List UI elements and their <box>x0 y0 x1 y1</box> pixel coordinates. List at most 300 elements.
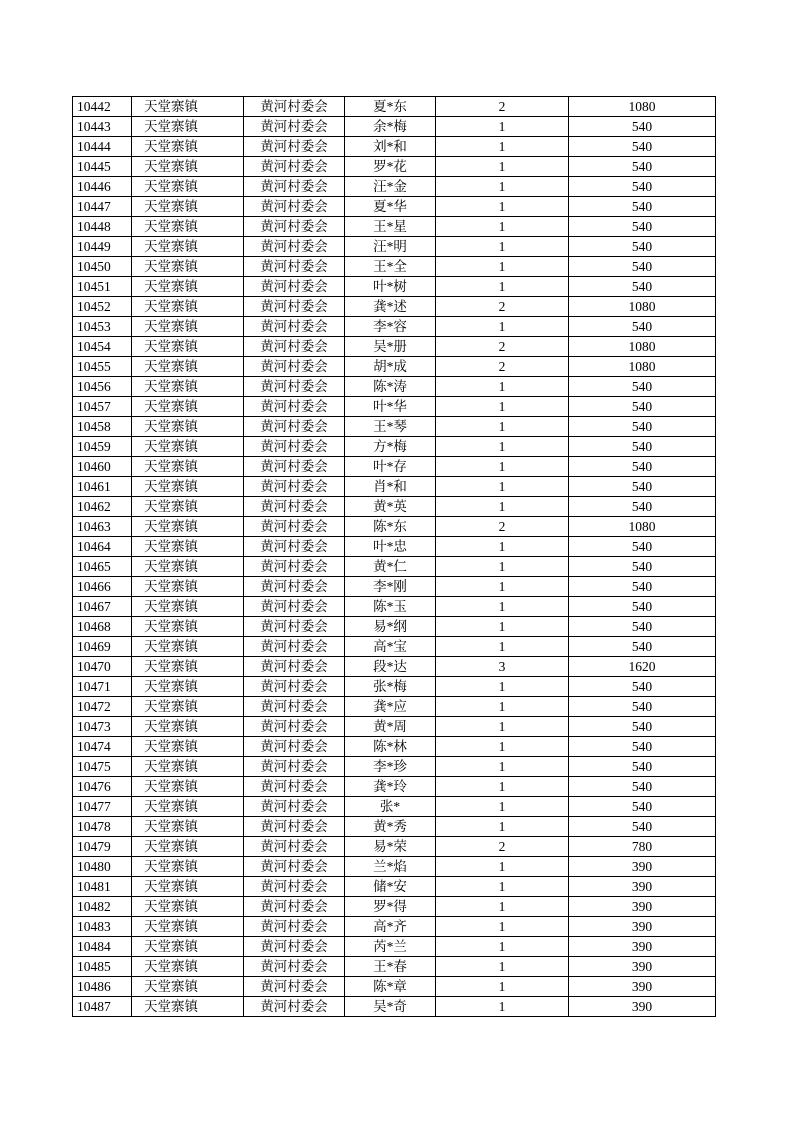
row-number-cell: 10479 <box>73 837 132 857</box>
amount-cell: 540 <box>569 777 716 797</box>
amount-cell: 540 <box>569 417 716 437</box>
table-row <box>73 217 716 237</box>
amount-cell: 390 <box>569 877 716 897</box>
town-cell: 天堂寨镇 <box>132 497 244 517</box>
table-body <box>73 97 716 1017</box>
table-row <box>73 257 716 277</box>
table-row <box>73 857 716 877</box>
row-number-cell: 10471 <box>73 677 132 697</box>
person-name-cell: 芮*兰 <box>345 937 436 957</box>
person-name-cell: 叶*忠 <box>345 537 436 557</box>
person-name-cell: 陈*玉 <box>345 597 436 617</box>
town-cell: 天堂寨镇 <box>132 357 244 377</box>
household-count-cell: 1 <box>436 437 569 457</box>
person-name-cell: 余*梅 <box>345 117 436 137</box>
town-cell: 天堂寨镇 <box>132 97 244 117</box>
household-count-cell: 1 <box>436 677 569 697</box>
row-number-cell: 10472 <box>73 697 132 717</box>
person-name-cell: 吴*奇 <box>345 997 436 1017</box>
village-committee-cell: 黄河村委会 <box>244 997 345 1017</box>
town-cell: 天堂寨镇 <box>132 677 244 697</box>
table-row <box>73 177 716 197</box>
table-row <box>73 477 716 497</box>
row-number-cell: 10478 <box>73 817 132 837</box>
table-row <box>73 577 716 597</box>
table-row <box>73 697 716 717</box>
row-number-cell: 10460 <box>73 457 132 477</box>
household-count-cell: 1 <box>436 557 569 577</box>
town-cell: 天堂寨镇 <box>132 377 244 397</box>
amount-cell: 540 <box>569 117 716 137</box>
household-count-cell: 1 <box>436 257 569 277</box>
table-row <box>73 937 716 957</box>
town-cell: 天堂寨镇 <box>132 417 244 437</box>
household-count-cell: 1 <box>436 577 569 597</box>
household-count-cell: 1 <box>436 417 569 437</box>
table-row <box>73 757 716 777</box>
person-name-cell: 王*春 <box>345 957 436 977</box>
household-count-cell: 1 <box>436 897 569 917</box>
person-name-cell: 王*琴 <box>345 417 436 437</box>
person-name-cell: 陈*林 <box>345 737 436 757</box>
town-cell: 天堂寨镇 <box>132 517 244 537</box>
village-committee-cell: 黄河村委会 <box>244 817 345 837</box>
village-committee-cell: 黄河村委会 <box>244 797 345 817</box>
town-cell: 天堂寨镇 <box>132 597 244 617</box>
row-number-cell: 10473 <box>73 717 132 737</box>
village-committee-cell: 黄河村委会 <box>244 397 345 417</box>
amount-cell: 780 <box>569 837 716 857</box>
row-number-cell: 10443 <box>73 117 132 137</box>
table-row <box>73 97 716 117</box>
row-number-cell: 10465 <box>73 557 132 577</box>
person-name-cell: 叶*华 <box>345 397 436 417</box>
household-count-cell: 1 <box>436 937 569 957</box>
amount-cell: 390 <box>569 997 716 1017</box>
village-committee-cell: 黄河村委会 <box>244 97 345 117</box>
household-count-cell: 1 <box>436 237 569 257</box>
row-number-cell: 10450 <box>73 257 132 277</box>
row-number-cell: 10470 <box>73 657 132 677</box>
table-row <box>73 457 716 477</box>
row-number-cell: 10476 <box>73 777 132 797</box>
row-number-cell: 10466 <box>73 577 132 597</box>
row-number-cell: 10463 <box>73 517 132 537</box>
household-count-cell: 1 <box>436 217 569 237</box>
household-count-cell: 2 <box>436 357 569 377</box>
person-name-cell: 陈*涛 <box>345 377 436 397</box>
amount-cell: 540 <box>569 277 716 297</box>
village-committee-cell: 黄河村委会 <box>244 417 345 437</box>
table-row <box>73 597 716 617</box>
person-name-cell: 夏*东 <box>345 97 436 117</box>
town-cell: 天堂寨镇 <box>132 617 244 637</box>
household-count-cell: 1 <box>436 157 569 177</box>
table-row <box>73 157 716 177</box>
household-count-cell: 1 <box>436 277 569 297</box>
person-name-cell: 段*达 <box>345 657 436 677</box>
table-row <box>73 117 716 137</box>
town-cell: 天堂寨镇 <box>132 777 244 797</box>
household-count-cell: 1 <box>436 617 569 637</box>
village-committee-cell: 黄河村委会 <box>244 377 345 397</box>
row-number-cell: 10452 <box>73 297 132 317</box>
person-name-cell: 吴*册 <box>345 337 436 357</box>
table-row <box>73 797 716 817</box>
person-name-cell: 高*齐 <box>345 917 436 937</box>
amount-cell: 540 <box>569 557 716 577</box>
person-name-cell: 陈*章 <box>345 977 436 997</box>
village-committee-cell: 黄河村委会 <box>244 437 345 457</box>
town-cell: 天堂寨镇 <box>132 257 244 277</box>
town-cell: 天堂寨镇 <box>132 857 244 877</box>
village-committee-cell: 黄河村委会 <box>244 337 345 357</box>
town-cell: 天堂寨镇 <box>132 697 244 717</box>
row-number-cell: 10457 <box>73 397 132 417</box>
household-count-cell: 2 <box>436 97 569 117</box>
amount-cell: 540 <box>569 157 716 177</box>
amount-cell: 540 <box>569 757 716 777</box>
person-name-cell: 王*全 <box>345 257 436 277</box>
village-committee-cell: 黄河村委会 <box>244 157 345 177</box>
person-name-cell: 汪*明 <box>345 237 436 257</box>
table-row <box>73 837 716 857</box>
amount-cell: 390 <box>569 977 716 997</box>
row-number-cell: 10453 <box>73 317 132 337</box>
amount-cell: 540 <box>569 737 716 757</box>
village-committee-cell: 黄河村委会 <box>244 317 345 337</box>
household-count-cell: 1 <box>436 197 569 217</box>
row-number-cell: 10445 <box>73 157 132 177</box>
village-committee-cell: 黄河村委会 <box>244 457 345 477</box>
table-row <box>73 197 716 217</box>
subsidy-list-table-container <box>72 96 715 1017</box>
person-name-cell: 王*星 <box>345 217 436 237</box>
row-number-cell: 10461 <box>73 477 132 497</box>
town-cell: 天堂寨镇 <box>132 637 244 657</box>
person-name-cell: 高*宝 <box>345 637 436 657</box>
table-row <box>73 717 716 737</box>
amount-cell: 390 <box>569 937 716 957</box>
household-count-cell: 2 <box>436 297 569 317</box>
village-committee-cell: 黄河村委会 <box>244 277 345 297</box>
town-cell: 天堂寨镇 <box>132 577 244 597</box>
amount-cell: 540 <box>569 477 716 497</box>
table-row <box>73 397 716 417</box>
amount-cell: 540 <box>569 637 716 657</box>
village-committee-cell: 黄河村委会 <box>244 637 345 657</box>
town-cell: 天堂寨镇 <box>132 277 244 297</box>
town-cell: 天堂寨镇 <box>132 217 244 237</box>
table-row <box>73 137 716 157</box>
town-cell: 天堂寨镇 <box>132 917 244 937</box>
amount-cell: 540 <box>569 437 716 457</box>
table-row <box>73 997 716 1017</box>
person-name-cell: 李*刚 <box>345 577 436 597</box>
household-count-cell: 3 <box>436 657 569 677</box>
household-count-cell: 1 <box>436 457 569 477</box>
table-row <box>73 337 716 357</box>
person-name-cell: 罗*花 <box>345 157 436 177</box>
household-count-cell: 1 <box>436 397 569 417</box>
household-count-cell: 1 <box>436 737 569 757</box>
town-cell: 天堂寨镇 <box>132 657 244 677</box>
table-row <box>73 957 716 977</box>
amount-cell: 540 <box>569 717 716 737</box>
table-row <box>73 637 716 657</box>
village-committee-cell: 黄河村委会 <box>244 297 345 317</box>
person-name-cell: 易*纲 <box>345 617 436 637</box>
amount-cell: 540 <box>569 817 716 837</box>
row-number-cell: 10480 <box>73 857 132 877</box>
village-committee-cell: 黄河村委会 <box>244 737 345 757</box>
town-cell: 天堂寨镇 <box>132 837 244 857</box>
person-name-cell: 李*珍 <box>345 757 436 777</box>
town-cell: 天堂寨镇 <box>132 397 244 417</box>
amount-cell: 540 <box>569 797 716 817</box>
table-row <box>73 977 716 997</box>
household-count-cell: 1 <box>436 317 569 337</box>
table-row <box>73 777 716 797</box>
village-committee-cell: 黄河村委会 <box>244 237 345 257</box>
row-number-cell: 10469 <box>73 637 132 657</box>
person-name-cell: 陈*东 <box>345 517 436 537</box>
village-committee-cell: 黄河村委会 <box>244 697 345 717</box>
amount-cell: 540 <box>569 317 716 337</box>
table-row <box>73 517 716 537</box>
table-row <box>73 877 716 897</box>
person-name-cell: 方*梅 <box>345 437 436 457</box>
household-count-cell: 2 <box>436 837 569 857</box>
amount-cell: 540 <box>569 377 716 397</box>
village-committee-cell: 黄河村委会 <box>244 557 345 577</box>
village-committee-cell: 黄河村委会 <box>244 117 345 137</box>
table-row <box>73 737 716 757</box>
table-row <box>73 417 716 437</box>
household-count-cell: 1 <box>436 597 569 617</box>
row-number-cell: 10484 <box>73 937 132 957</box>
town-cell: 天堂寨镇 <box>132 117 244 137</box>
subsidy-list-table <box>72 96 716 1017</box>
town-cell: 天堂寨镇 <box>132 797 244 817</box>
person-name-cell: 叶*存 <box>345 457 436 477</box>
village-committee-cell: 黄河村委会 <box>244 937 345 957</box>
amount-cell: 540 <box>569 397 716 417</box>
village-committee-cell: 黄河村委会 <box>244 217 345 237</box>
household-count-cell: 1 <box>436 877 569 897</box>
table-row <box>73 817 716 837</box>
household-count-cell: 1 <box>436 957 569 977</box>
village-committee-cell: 黄河村委会 <box>244 877 345 897</box>
town-cell: 天堂寨镇 <box>132 957 244 977</box>
village-committee-cell: 黄河村委会 <box>244 757 345 777</box>
person-name-cell: 黄*周 <box>345 717 436 737</box>
town-cell: 天堂寨镇 <box>132 437 244 457</box>
person-name-cell: 夏*华 <box>345 197 436 217</box>
amount-cell: 390 <box>569 857 716 877</box>
village-committee-cell: 黄河村委会 <box>244 257 345 277</box>
amount-cell: 540 <box>569 197 716 217</box>
village-committee-cell: 黄河村委会 <box>244 957 345 977</box>
village-committee-cell: 黄河村委会 <box>244 897 345 917</box>
amount-cell: 390 <box>569 957 716 977</box>
row-number-cell: 10448 <box>73 217 132 237</box>
table-row <box>73 437 716 457</box>
town-cell: 天堂寨镇 <box>132 337 244 357</box>
amount-cell: 540 <box>569 537 716 557</box>
household-count-cell: 1 <box>436 797 569 817</box>
village-committee-cell: 黄河村委会 <box>244 137 345 157</box>
table-row <box>73 317 716 337</box>
row-number-cell: 10455 <box>73 357 132 377</box>
table-row <box>73 377 716 397</box>
town-cell: 天堂寨镇 <box>132 457 244 477</box>
amount-cell: 540 <box>569 597 716 617</box>
village-committee-cell: 黄河村委会 <box>244 577 345 597</box>
town-cell: 天堂寨镇 <box>132 977 244 997</box>
town-cell: 天堂寨镇 <box>132 197 244 217</box>
village-committee-cell: 黄河村委会 <box>244 917 345 937</box>
amount-cell: 1620 <box>569 657 716 677</box>
person-name-cell: 李*容 <box>345 317 436 337</box>
village-committee-cell: 黄河村委会 <box>244 477 345 497</box>
row-number-cell: 10468 <box>73 617 132 637</box>
table-row <box>73 237 716 257</box>
village-committee-cell: 黄河村委会 <box>244 617 345 637</box>
person-name-cell: 易*荣 <box>345 837 436 857</box>
person-name-cell: 张*梅 <box>345 677 436 697</box>
amount-cell: 540 <box>569 237 716 257</box>
table-row <box>73 297 716 317</box>
amount-cell: 540 <box>569 697 716 717</box>
row-number-cell: 10477 <box>73 797 132 817</box>
person-name-cell: 汪*金 <box>345 177 436 197</box>
household-count-cell: 1 <box>436 717 569 737</box>
person-name-cell: 叶*树 <box>345 277 436 297</box>
row-number-cell: 10442 <box>73 97 132 117</box>
household-count-cell: 1 <box>436 977 569 997</box>
household-count-cell: 1 <box>436 497 569 517</box>
village-committee-cell: 黄河村委会 <box>244 497 345 517</box>
town-cell: 天堂寨镇 <box>132 557 244 577</box>
town-cell: 天堂寨镇 <box>132 717 244 737</box>
town-cell: 天堂寨镇 <box>132 997 244 1017</box>
village-committee-cell: 黄河村委会 <box>244 837 345 857</box>
row-number-cell: 10454 <box>73 337 132 357</box>
amount-cell: 540 <box>569 257 716 277</box>
household-count-cell: 1 <box>436 377 569 397</box>
row-number-cell: 10456 <box>73 377 132 397</box>
table-row <box>73 497 716 517</box>
town-cell: 天堂寨镇 <box>132 177 244 197</box>
town-cell: 天堂寨镇 <box>132 157 244 177</box>
amount-cell: 540 <box>569 497 716 517</box>
amount-cell: 1080 <box>569 517 716 537</box>
row-number-cell: 10486 <box>73 977 132 997</box>
row-number-cell: 10446 <box>73 177 132 197</box>
amount-cell: 540 <box>569 137 716 157</box>
amount-cell: 390 <box>569 917 716 937</box>
person-name-cell: 龚*玲 <box>345 777 436 797</box>
row-number-cell: 10467 <box>73 597 132 617</box>
row-number-cell: 10474 <box>73 737 132 757</box>
amount-cell: 540 <box>569 217 716 237</box>
village-committee-cell: 黄河村委会 <box>244 977 345 997</box>
town-cell: 天堂寨镇 <box>132 537 244 557</box>
row-number-cell: 10475 <box>73 757 132 777</box>
row-number-cell: 10487 <box>73 997 132 1017</box>
table-row <box>73 917 716 937</box>
village-committee-cell: 黄河村委会 <box>244 177 345 197</box>
table-row <box>73 657 716 677</box>
village-committee-cell: 黄河村委会 <box>244 657 345 677</box>
village-committee-cell: 黄河村委会 <box>244 357 345 377</box>
household-count-cell: 1 <box>436 177 569 197</box>
row-number-cell: 10451 <box>73 277 132 297</box>
amount-cell: 540 <box>569 457 716 477</box>
village-committee-cell: 黄河村委会 <box>244 597 345 617</box>
town-cell: 天堂寨镇 <box>132 937 244 957</box>
household-count-cell: 1 <box>436 857 569 877</box>
amount-cell: 390 <box>569 897 716 917</box>
amount-cell: 1080 <box>569 357 716 377</box>
table-row <box>73 557 716 577</box>
amount-cell: 1080 <box>569 97 716 117</box>
row-number-cell: 10444 <box>73 137 132 157</box>
household-count-cell: 1 <box>436 777 569 797</box>
person-name-cell: 张* <box>345 797 436 817</box>
household-count-cell: 1 <box>436 817 569 837</box>
row-number-cell: 10447 <box>73 197 132 217</box>
town-cell: 天堂寨镇 <box>132 737 244 757</box>
table-row <box>73 357 716 377</box>
row-number-cell: 10482 <box>73 897 132 917</box>
person-name-cell: 黄*英 <box>345 497 436 517</box>
household-count-cell: 1 <box>436 117 569 137</box>
row-number-cell: 10449 <box>73 237 132 257</box>
household-count-cell: 1 <box>436 137 569 157</box>
town-cell: 天堂寨镇 <box>132 317 244 337</box>
person-name-cell: 罗*得 <box>345 897 436 917</box>
village-committee-cell: 黄河村委会 <box>244 197 345 217</box>
household-count-cell: 1 <box>436 917 569 937</box>
row-number-cell: 10483 <box>73 917 132 937</box>
person-name-cell: 龚*述 <box>345 297 436 317</box>
person-name-cell: 肖*和 <box>345 477 436 497</box>
row-number-cell: 10459 <box>73 437 132 457</box>
town-cell: 天堂寨镇 <box>132 897 244 917</box>
amount-cell: 540 <box>569 577 716 597</box>
row-number-cell: 10462 <box>73 497 132 517</box>
town-cell: 天堂寨镇 <box>132 297 244 317</box>
row-number-cell: 10481 <box>73 877 132 897</box>
household-count-cell: 2 <box>436 517 569 537</box>
person-name-cell: 黄*秀 <box>345 817 436 837</box>
table-row <box>73 277 716 297</box>
amount-cell: 1080 <box>569 297 716 317</box>
household-count-cell: 1 <box>436 697 569 717</box>
person-name-cell: 龚*应 <box>345 697 436 717</box>
person-name-cell: 储*安 <box>345 877 436 897</box>
amount-cell: 1080 <box>569 337 716 357</box>
household-count-cell: 1 <box>436 757 569 777</box>
row-number-cell: 10485 <box>73 957 132 977</box>
table-row <box>73 617 716 637</box>
household-count-cell: 1 <box>436 477 569 497</box>
person-name-cell: 黄*仁 <box>345 557 436 577</box>
person-name-cell: 兰*焰 <box>345 857 436 877</box>
village-committee-cell: 黄河村委会 <box>244 537 345 557</box>
